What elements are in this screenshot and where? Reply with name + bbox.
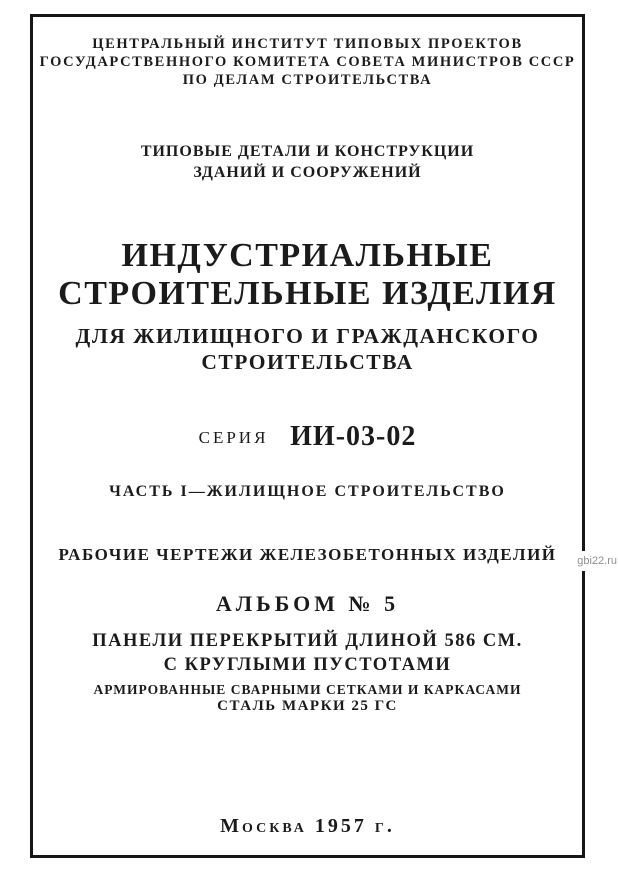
collection-line-1: ТИПОВЫЕ ДЕТАЛИ И КОНСТРУКЦИИ (140, 143, 475, 160)
part-line: ЧАСТЬ I—ЖИЛИЩНОЕ СТРОИТЕЛЬСТВО (109, 483, 506, 500)
series-code: ИИ-03-02 (290, 421, 417, 452)
title-line-2: СТРОИТЕЛЬНЫЕ ИЗДЕЛИЯ (58, 275, 557, 312)
drawings-line: РАБОЧИЕ ЧЕРТЕЖИ ЖЕЛЕЗОБЕТОННЫХ ИЗДЕЛИЙ (58, 545, 557, 564)
product-block (33, 629, 582, 715)
document-subtitle (33, 323, 582, 375)
product-line-4: СТАЛЬ МАРКИ 25 ГС (217, 698, 398, 714)
subtitle-line-2: СТРОИТЕЛЬСТВА (201, 350, 414, 374)
publisher-line-3: ПО ДЕЛАМ СТРОИТЕЛЬСТВА (182, 72, 433, 88)
publisher-block (33, 35, 582, 89)
document-title (33, 237, 582, 313)
title-line-1: ИНДУСТРИАЛЬНЫЕ (121, 237, 494, 274)
subtitle-line-1: ДЛЯ ЖИЛИЩНОГО И ГРАЖДАНСКОГО (75, 324, 540, 348)
publisher-line-1: ЦЕНТРАЛЬНЫЙ ИНСТИТУТ ТИПОВЫХ ПРОЕКТОВ (92, 36, 523, 52)
album-line: АЛЬБОМ № 5 (215, 591, 400, 616)
imprint-line: Москва 1957 г. (220, 815, 395, 837)
collection-line-2: ЗДАНИЙ И СООРУЖЕНИЙ (193, 164, 422, 181)
product-line-3: АРМИРОВАННЫЕ СВАРНЫМИ СЕТКАМИ И КАРКАСАМИ (93, 682, 522, 697)
series-label: СЕРИЯ (198, 428, 269, 447)
collection-block (33, 141, 582, 183)
series-line (33, 421, 582, 453)
product-line-1: ПАНЕЛИ ПЕРЕКРЫТИЙ ДЛИНОЙ 586 СМ. (92, 631, 523, 651)
site-watermark: gbi22.ru (574, 551, 618, 571)
product-line-2: С КРУГЛЫМИ ПУСТОТАМИ (163, 655, 452, 675)
page-border-frame (30, 14, 585, 858)
publisher-line-2: ГОСУДАРСТВЕННОГО КОМИТЕТА СОВЕТА МИНИСТРОВ СССР (39, 54, 576, 70)
